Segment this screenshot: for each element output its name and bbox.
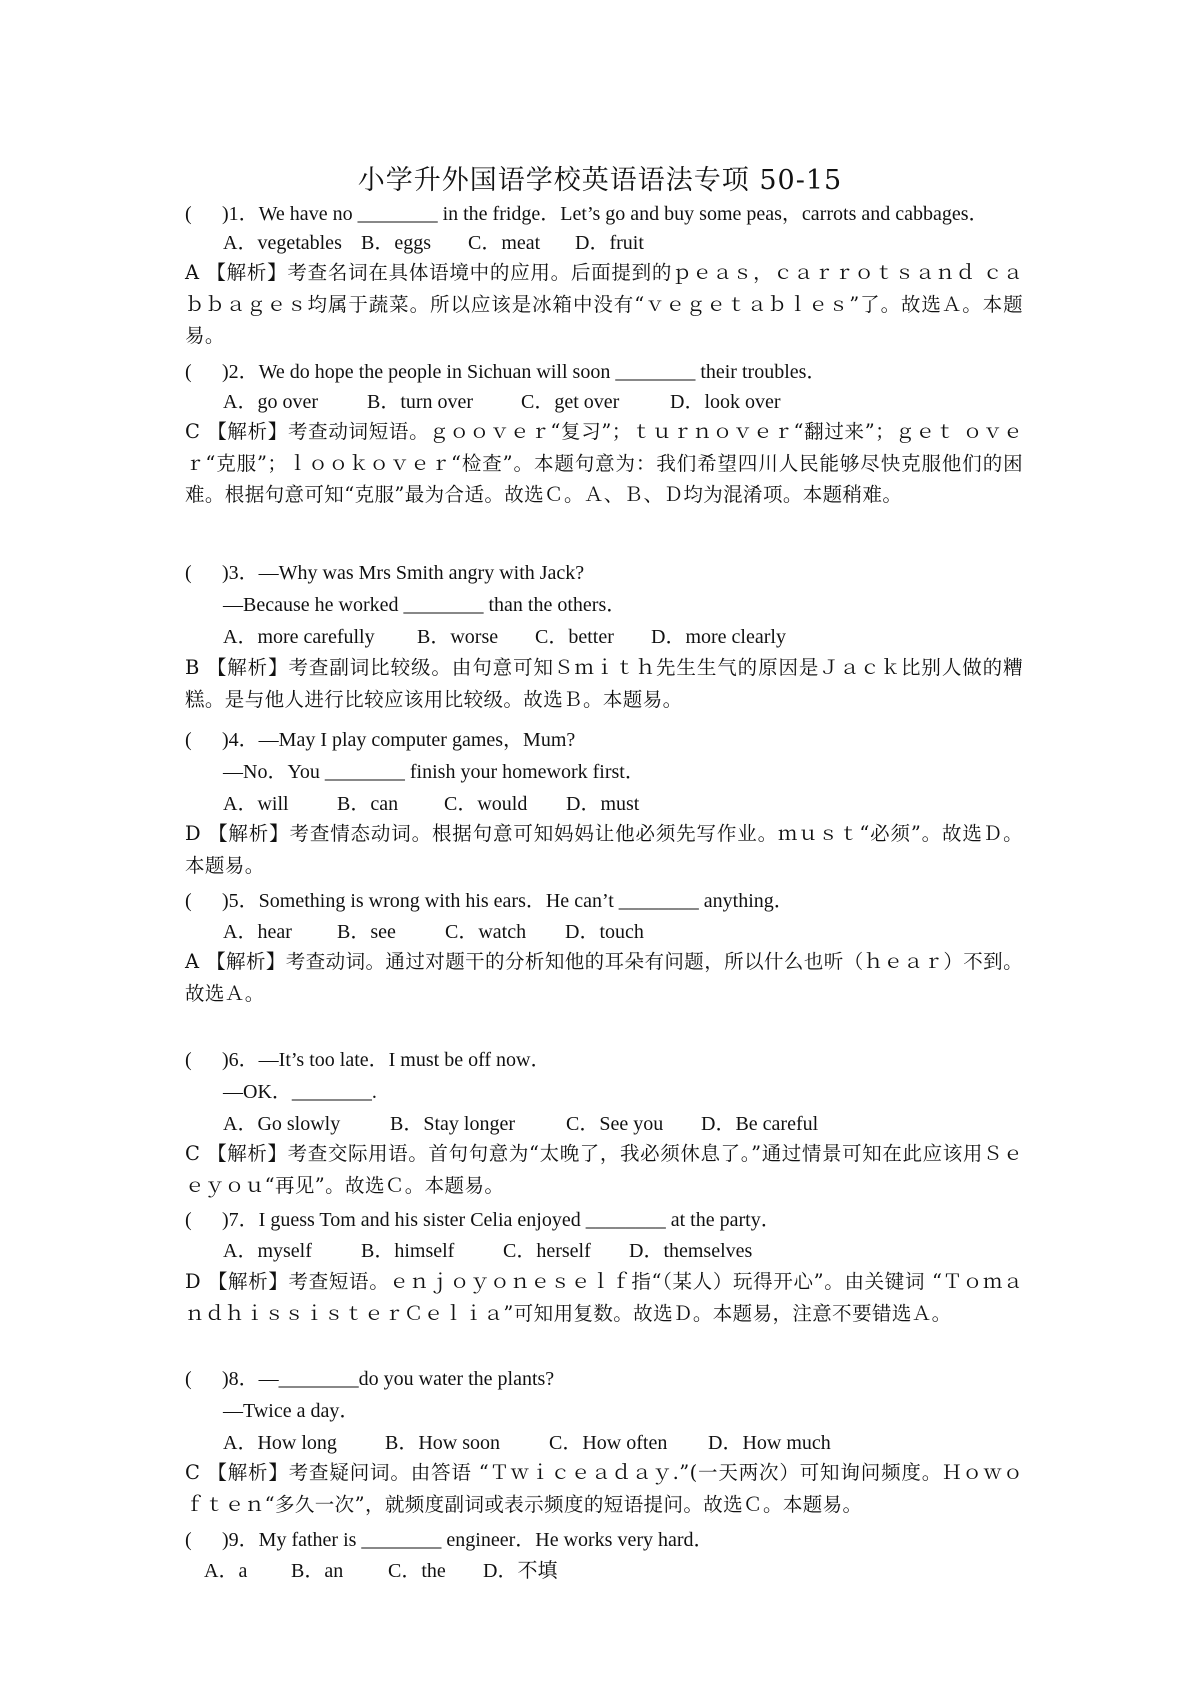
question-7-answer: D 【解析】考查短语。ｅｎｊｏｙｏｎｅｓｅｌｆ指“（某人）玩得开心”。由关键词 “ＴｏｍａｎｄｈｉｓｓｉｓｔｅｒＣｅｌｉａ”可知用复数。故选Ｄ。本题易，注意不要错选Ａ。 — [185, 1270, 1023, 1325]
option-d: D．must — [566, 793, 640, 815]
answer-blank-paren: ( — [185, 1529, 192, 1551]
question-3-answer: B 【解析】考查副词比较级。由句意可知Ｓｍｉｔｈ先生生气的原因是Ｊａｃｋ比别人做的糟糕。是与他人进行比较应该用比较级。故选Ｂ。本题易。 — [185, 656, 1023, 711]
answer-blank-paren: ( — [185, 1049, 192, 1071]
option-d: D．fruit — [575, 232, 644, 254]
answer-blank-paren: ( — [185, 562, 192, 584]
option-b: B．see — [337, 921, 396, 943]
option-d: D．Be careful — [701, 1113, 819, 1135]
question-4-reply: —No．You ________ finish your homework first． — [223, 761, 645, 783]
option-a: A．hear — [223, 921, 292, 943]
question-1-answer: A 【解析】考查名词在具体语境中的应用。后面提到的ｐｅａｓ，ｃａｒｒｏｔｓａｎｄ ｃａｂｂａｇｅｓ均属于蔬菜。所以应该是冰箱中没有“ｖｅｇｅｔａｂｌｅｓ”了。故选Ａ。本题易。 — [185, 261, 1023, 347]
question-1-stem: ( )1．We have no ________ in the fridge．Let’s go and buy some peas，carrots and cabbages． — [185, 203, 989, 225]
option-c: C．the — [388, 1560, 446, 1582]
question-4-answer: D 【解析】考查情态动词。根据句意可知妈妈让他必须先写作业。ｍｕｓｔ“必须”。故选Ｄ。本题易。 — [185, 822, 1023, 877]
answer-blank-paren: ( — [185, 1368, 192, 1390]
question-5-options — [223, 915, 644, 944]
option-d: D．look over — [670, 391, 781, 413]
option-a: A．Go slowly — [223, 1113, 341, 1135]
question-8-reply: —Twice a day． — [223, 1400, 360, 1422]
question-8-stem: ( )8．—________do you water the plants? — [185, 1368, 555, 1390]
question-2-stem: ( )2．We do hope the people in Sichuan will soon ________ their troubles． — [185, 361, 827, 383]
question-3-reply: —Because he worked ________ than the others． — [223, 594, 627, 616]
option-c: C．See you — [566, 1113, 664, 1135]
question-9-options — [204, 1554, 557, 1583]
page-title: 小学升外国语学校英语语法专项 50-15 — [357, 165, 843, 196]
question-4-stem: ( )4．—May I play computer games，Mum? — [185, 729, 576, 751]
option-a: A．myself — [223, 1240, 312, 1262]
option-c: C．better — [535, 626, 614, 648]
answer-blank-paren: ( — [185, 361, 192, 383]
question-4-options — [223, 787, 639, 816]
option-c: C．watch — [445, 921, 527, 943]
question-7-options — [223, 1234, 752, 1263]
option-a: A．will — [223, 793, 289, 815]
option-c: C．How often — [549, 1432, 668, 1454]
option-b: B．eggs — [361, 232, 431, 254]
question-8-answer: C 【解析】考查疑问词。由答语 “Ｔｗｉｃｅａｄａｙ.”(一天两次）可知询问频度。Ｈｏｗｏｆｔｅｎ“多久一次”，就频度副词或表示频度的短语提问。故选Ｃ。本题易。 — [185, 1461, 1023, 1516]
option-d: D．themselves — [629, 1240, 753, 1262]
option-d: D．不填 — [483, 1560, 558, 1582]
option-c: C．get over — [521, 391, 620, 413]
option-b: B．can — [337, 793, 399, 815]
question-1-options — [223, 226, 644, 255]
question-6-answer: C 【解析】考查交际用语。首句句意为“太晚了，我必须休息了。”通过情景可知在此应该用Ｓｅｅｙｏｕ“再见”。故选Ｃ。本题易。 — [185, 1142, 1023, 1197]
option-b: B．turn over — [367, 391, 474, 413]
question-5-stem: ( )5．Something is wrong with his ears．He can’t ________ anything． — [185, 890, 794, 912]
question-6-stem: ( )6．—It’s too late．I must be off now． — [185, 1049, 551, 1071]
question-6-options — [223, 1107, 818, 1136]
question-8-options — [223, 1426, 831, 1455]
option-b: B．an — [291, 1560, 344, 1582]
question-6-reply: —OK．________. — [223, 1081, 377, 1103]
answer-blank-paren: ( — [185, 1209, 192, 1231]
option-a: A．How long — [223, 1432, 337, 1454]
option-a: A．more carefully — [223, 626, 375, 648]
option-a: A．vegetables — [223, 232, 342, 254]
question-9-stem: ( )9．My father is ________ engineer．He works very hard． — [185, 1529, 714, 1551]
option-b: B．Stay longer — [390, 1113, 515, 1135]
option-d: D．How much — [708, 1432, 831, 1454]
question-7-stem: ( )7．I guess Tom and his sister Celia enjoyed ________ at the party． — [185, 1209, 781, 1231]
option-b: B．worse — [417, 626, 499, 648]
option-c: C．meat — [468, 232, 541, 254]
option-a: A．go over — [223, 391, 318, 413]
option-b: B．himself — [361, 1240, 455, 1262]
option-a: A．a — [204, 1560, 248, 1582]
question-2-options — [223, 385, 781, 414]
option-d: D．touch — [565, 921, 644, 943]
answer-blank-paren: ( — [185, 729, 192, 751]
answer-blank-paren: ( — [185, 203, 192, 225]
question-3-stem: ( )3．—Why was Mrs Smith angry with Jack? — [185, 562, 585, 584]
question-5-answer: A 【解析】考查动词。通过对题干的分析知他的耳朵有问题，所以什么也听（ｈｅａｒ）不到。故选Ａ。 — [185, 950, 1023, 1005]
question-2-answer: C 【解析】考查动词短语。ｇｏｏｖｅｒ“复习”；ｔｕｒｎｏｖｅｒ“翻过来”；ｇｅｔ ｏｖｅｒ“克服”；ｌｏｏｋｏｖｅｒ“检查”。本题句意为：我们希望四川人民能够尽快克服他们的困难。根据句意可知“克服”最为合适。故选Ｃ。Ａ、Ｂ、Ｄ均为混淆项。本题稍难。 — [185, 420, 1023, 506]
answer-blank-paren: ( — [185, 890, 192, 912]
option-d: D．more clearly — [651, 626, 786, 648]
question-3-options — [223, 620, 786, 649]
option-b: B．How soon — [385, 1432, 501, 1454]
option-c: C．would — [444, 793, 528, 815]
option-c: C．herself — [503, 1240, 591, 1262]
